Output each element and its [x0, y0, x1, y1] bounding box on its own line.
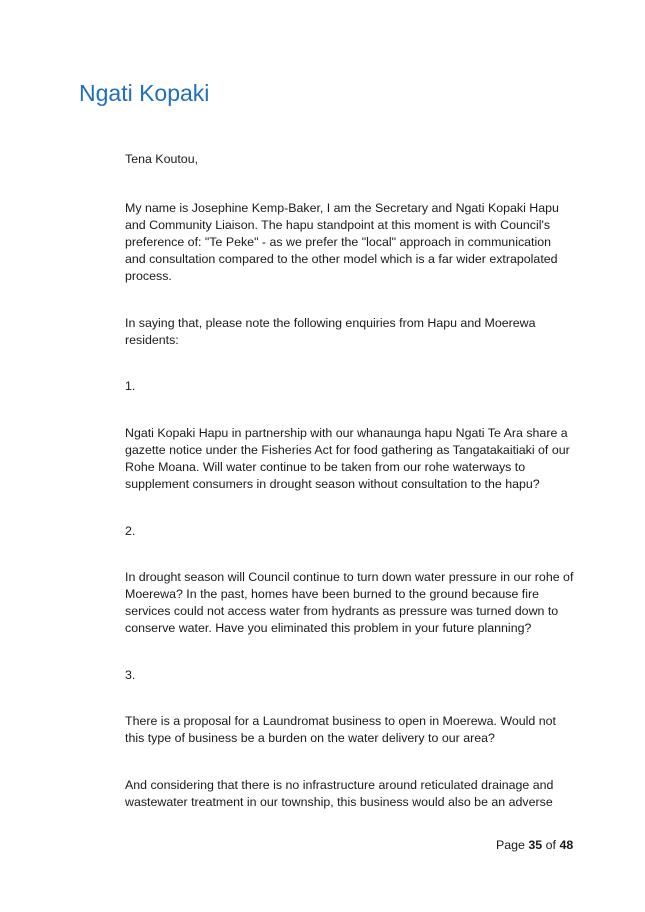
- enquiries-intro-paragraph: In saying that, please note the following enquiries from Hapu and Moerewa residents:: [125, 316, 536, 347]
- enquiry-2-paragraph: In drought season will Council continue to turn down water pressure in our rohe of Moerewa? In the past, homes have been burned to the ground because fire services could not access water from hydrants as pressure was turned down to conserve water. Have you eliminated this problem in your future planning?: [125, 570, 574, 635]
- enquiry-3-paragraph: There is a proposal for a Laundromat business to open in Moerewa. Would not this type of business be a burden on the water delivery to our area?: [125, 714, 556, 745]
- page-of: of: [545, 838, 556, 852]
- greeting-paragraph: Tena Koutou,: [125, 152, 199, 166]
- intro-paragraph: My name is Josephine Kemp-Baker, I am the Secretary and Ngati Kopaki Hapu and Community Liaison. The hapu standpoint at this moment is with Council's preference of: "Te Peke" - as we prefer the "local" approach in communication and consultation compared to the other model which is a far wider extrapolated process.: [125, 201, 559, 283]
- enquiry-number-2: 2.: [125, 524, 136, 538]
- page-label: Page: [496, 838, 525, 852]
- enquiry-number-1: 1.: [125, 379, 136, 393]
- enquiry-3-continuation: And considering that there is no infrastructure around reticulated drainage and wastewater treatment in our township, this business would also be an adverse: [125, 778, 554, 809]
- page-title: Ngati Kopaki: [79, 80, 210, 106]
- enquiry-number-3: 3.: [125, 668, 136, 682]
- page-number: [496, 837, 573, 854]
- page-current: 35: [528, 838, 543, 852]
- page-total: 48: [559, 838, 574, 852]
- enquiry-1-paragraph: Ngati Kopaki Hapu in partnership with our whanaunga hapu Ngati Te Ara share a gazette notice under the Fisheries Act for food gathering as Tangatakaitiaki of our Rohe Moana. Will water continue to be taken from our rohe waterways to supplement consumers in drought season without consultation to the hapu?: [125, 426, 570, 491]
